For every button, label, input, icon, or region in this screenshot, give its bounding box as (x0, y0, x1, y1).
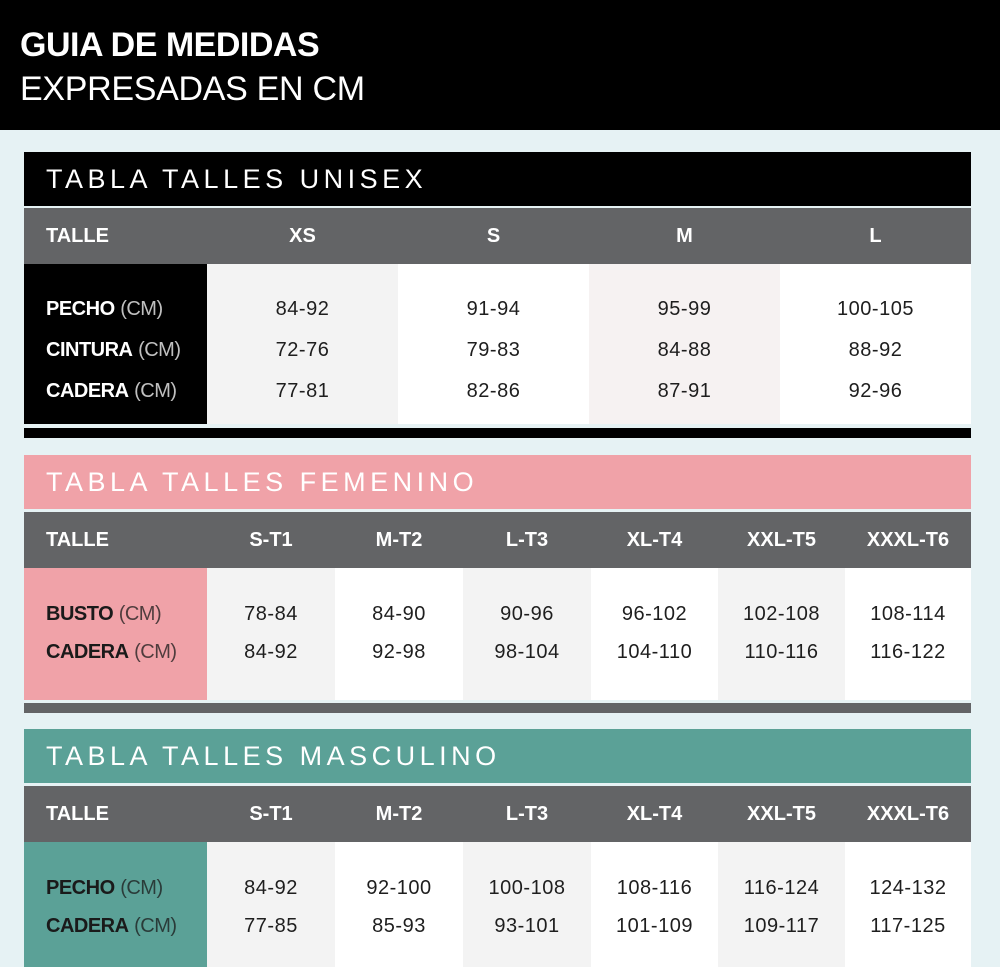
table-cell: 116-122 (870, 641, 946, 663)
table-cell: 92-98 (372, 641, 426, 663)
page-subtitle: EXPRESADAS EN CM (20, 70, 365, 108)
unisex-row-label: PECHO (CM) (46, 298, 163, 320)
unisex-size-xs: XS (289, 225, 316, 247)
table-cell: 77-81 (275, 380, 330, 402)
masculino-header-row (24, 786, 971, 842)
table-cell: 117-125 (870, 915, 946, 937)
table-cell: 78-84 (244, 603, 298, 625)
masculino-col-6 (845, 842, 971, 967)
masculino-row-label: CADERA (CM) (46, 915, 177, 937)
unisex-col-m (589, 264, 780, 424)
femenino-header-row (24, 512, 971, 568)
femenino-col-1 (207, 568, 335, 700)
femenino-col-4 (591, 568, 718, 700)
unisex-body (24, 264, 971, 424)
unisex-label-column (24, 264, 207, 424)
table-cell: 85-93 (372, 915, 426, 937)
masculino-size-5: XXL-T5 (747, 803, 816, 825)
page-title: GUIA DE MEDIDAS (20, 26, 320, 64)
unisex-size-m: M (676, 225, 693, 247)
femenino-row-label: CADERA (CM) (46, 641, 177, 663)
femenino-col-5 (718, 568, 845, 700)
masculino-col-5 (718, 842, 845, 967)
table-cell: 87-91 (657, 380, 712, 402)
femenino-size-6: XXXL-T6 (866, 529, 950, 551)
femenino-talle-label: TALLE (46, 529, 109, 551)
unisex-bottom-bar (24, 428, 971, 438)
table-cell: 110-116 (744, 641, 819, 663)
unisex-title-bar (24, 152, 971, 206)
masculino-body (24, 842, 971, 967)
unisex-table (24, 152, 971, 440)
masculino-title: TABLA TALLES MASCULINO (46, 741, 501, 771)
page-header (0, 0, 1000, 130)
table-cell: 98-104 (494, 641, 560, 663)
table-cell: 96-102 (621, 603, 688, 625)
table-cell: 79-83 (466, 339, 521, 361)
unisex-row-label: CINTURA (CM) (46, 339, 181, 361)
unisex-title: TABLA TALLES UNISEX (46, 164, 428, 194)
table-cell: 93-101 (494, 915, 560, 937)
table-cell: 72-76 (275, 339, 330, 361)
unisex-size-l: L (869, 225, 882, 247)
masculino-col-1 (207, 842, 335, 967)
table-cell: 101-109 (616, 915, 693, 937)
table-cell: 77-85 (244, 915, 298, 937)
femenino-title: TABLA TALLES FEMENINO (46, 467, 479, 497)
unisex-header-row (24, 208, 971, 264)
unisex-talle-label: TALLE (46, 225, 109, 247)
table-cell: 90-96 (500, 603, 554, 625)
table-cell: 124-132 (869, 877, 947, 899)
femenino-row-label: BUSTO (CM) (46, 603, 162, 625)
masculino-size-6: XXXL-T6 (866, 803, 950, 825)
table-cell: 92-100 (366, 877, 432, 899)
femenino-label-column (24, 568, 207, 700)
table-cell: 82-86 (466, 380, 521, 402)
femenino-size-4: XL-T4 (626, 529, 683, 551)
table-cell: 91-94 (466, 298, 521, 320)
femenino-size-3: L-T3 (505, 529, 549, 551)
masculino-col-2 (335, 842, 463, 967)
table-cell: 95-99 (657, 298, 712, 320)
table-cell: 84-90 (372, 603, 426, 625)
table-cell: 92-96 (848, 380, 903, 402)
masculino-col-4 (591, 842, 718, 967)
table-cell: 88-92 (848, 339, 903, 361)
masculino-size-1: S-T1 (249, 803, 293, 825)
masculino-row-label: PECHO (CM) (46, 877, 163, 899)
table-cell: 84-92 (244, 641, 298, 663)
table-cell: 84-92 (275, 298, 330, 320)
table-cell: 100-105 (837, 298, 914, 320)
femenino-table (24, 455, 971, 715)
femenino-col-3 (463, 568, 591, 700)
femenino-col-6 (845, 568, 971, 700)
unisex-col-xs (207, 264, 398, 424)
table-cell: 109-117 (743, 915, 820, 937)
femenino-size-5: XXL-T5 (747, 529, 816, 551)
femenino-title-bar (24, 455, 971, 509)
table-cell: 116-124 (743, 877, 820, 899)
femenino-col-2 (335, 568, 463, 700)
femenino-size-1: S-T1 (249, 529, 293, 551)
masculino-size-4: XL-T4 (626, 803, 683, 825)
table-cell: 108-116 (616, 877, 693, 899)
unisex-row-label: CADERA (CM) (46, 380, 177, 402)
table-cell: 84-92 (244, 877, 298, 899)
unisex-col-l (780, 264, 971, 424)
unisex-size-s: S (486, 225, 501, 247)
table-cell: 108-114 (870, 603, 946, 625)
masculino-size-3: L-T3 (505, 803, 549, 825)
masculino-label-column (24, 842, 207, 967)
unisex-col-s (398, 264, 589, 424)
masculino-table (24, 729, 971, 967)
masculino-size-2: M-T2 (375, 803, 423, 825)
table-cell: 104-110 (616, 641, 693, 663)
table-cell: 102-108 (743, 603, 820, 625)
table-cell: 100-108 (488, 877, 566, 899)
masculino-title-bar (24, 729, 971, 783)
femenino-bottom-bar (24, 703, 971, 713)
masculino-talle-label: TALLE (46, 803, 109, 825)
masculino-col-3 (463, 842, 591, 967)
femenino-size-2: M-T2 (375, 529, 423, 551)
femenino-body (24, 568, 971, 700)
table-cell: 84-88 (657, 339, 712, 361)
